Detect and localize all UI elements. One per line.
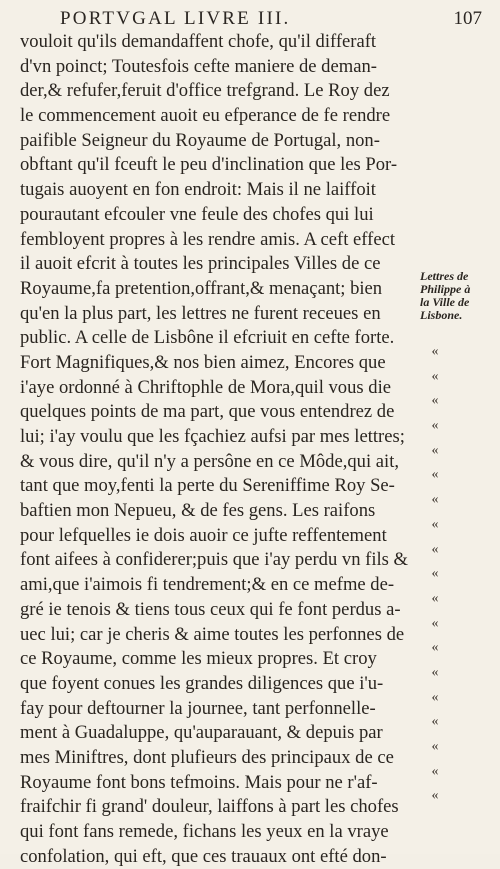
quote-mark: « [431,344,439,359]
text-line: le commencement auoit eu efperance de fe rendre [20,105,391,127]
text-line: Fort Magnifiques,& nos bien aimez, Encores que [20,351,386,373]
text-line: paifible Seigneur du Royaume de Portugal, non- [20,129,380,151]
text-line: pour lefquelles ie dois auoir ce jufte reffentement [20,524,387,546]
text-line: public. A celle de Lisbône il efcriuit en cefte forte. [20,327,395,349]
quote-mark: « [431,418,439,434]
text-line: fraifchir fi grand' douleur, laiffons à part les chofes [20,796,399,818]
text-line: que foyent conues les grandes diligences que i'u- [20,672,384,694]
text-line: ce Royaume, comme les mieux propres. Et croy [20,648,377,670]
text-line: d'vn poinct; Toutesfois cefte maniere de deman- [20,55,377,77]
page-number: 107 [453,8,482,29]
quote-mark: « [431,615,439,631]
text-line: mes Miniftres, dont plufieurs des principaux de ce [20,746,394,768]
text-line: qui font fans remede, fichans les yeux en la vraye [20,821,389,842]
text-line: ami,que i'aimois fi tendrement;& en ce mefme de- [20,574,395,596]
quote-mark: « [431,714,439,730]
text-line: ment à Guadaluppe, qu'auparauant, & depuis par [20,722,383,744]
text-line: i'aye ordonné à Chriftophle de Mora,quil vous die [20,376,392,398]
quote-mark: « [431,640,439,656]
text-line: obftant qu'il fceuft le peu d'inclination que les Por- [20,154,398,176]
text-line: & vous dire, qu'il n'y a persône en ce Môde,qui ait, [20,450,400,472]
text-line: font aifees à confiderer;puis que i'ay perdu vn fils & [20,549,409,571]
text-line: vouloit qu'ils demandaffent chofe, qu'il differaft [20,31,377,52]
body-text [20,30,420,869]
quote-mark: « [431,516,439,532]
text-line: tant que moy,fenti la perte du Sereniffime Roy Se- [20,475,395,497]
quote-mark: « [431,393,439,409]
text-line: Royaume,fa pretention,offrant,& menaçant; bien [20,277,383,299]
text-line: uec lui; car je cheris & aime toutes les perfonnes de [20,623,405,645]
quote-mark: « [431,467,439,483]
text-line: tugais auoyent en fon endroit: Mais il ne laiffoit [20,179,376,201]
running-title: PORTVGAL LIVRE III. [60,8,291,29]
quote-mark: « [431,788,439,804]
quote-mark: « [431,566,439,582]
text-line: fay pour deftourner la journee, tant perfonnelle- [20,697,376,719]
quote-mark: « [431,689,439,705]
quote-mark: « [431,442,439,458]
margin-note-line: Philippe à [420,282,471,296]
quote-mark: « [431,492,439,508]
quote-mark: « [431,664,439,680]
margin-note [420,270,495,322]
text-line: pourautant efcouler vne feule des chofes qui lui [20,203,374,225]
quote-mark: « [431,763,439,779]
text-line: lui; i'ay voulu que les fçachiez aufsi par mes lettres; [20,426,405,447]
quote-mark: « [431,739,439,754]
margin-note-line: Lettres de [420,269,469,283]
text-line: gré ie tenois & tiens tous ceux qui fe font perdus a- [20,598,401,620]
text-line: qu'en la plus part, les lettres ne furent receues en [20,302,381,324]
quote-mark: « [431,368,439,384]
quote-mark: « [431,590,439,606]
text-line: Royaume font bons tefmoins. Mais pour ne r'af- [20,771,378,793]
text-line: confolation, qui eft, que ces trauaux ont efté don- [20,845,387,867]
margin-note-line: Lisbone. [420,308,463,322]
quotation-margin [425,340,445,809]
text-line: fembloyent propres à les rendre amis. A ceft effect [20,228,395,250]
text-line: quelques points de ma part, que vous entendrez de [20,401,395,423]
quote-mark: « [431,541,439,557]
text-line: der,& refufer,feruit d'office trefgrand. Le Roy dez [20,80,390,102]
margin-note-line: la Ville de [420,295,470,309]
text-line: baftien mon Nepueu, & de fes gens. Les raifons [20,500,376,522]
text-line: il auoit efcrit à toutes les principales Villes de ce [20,253,381,275]
